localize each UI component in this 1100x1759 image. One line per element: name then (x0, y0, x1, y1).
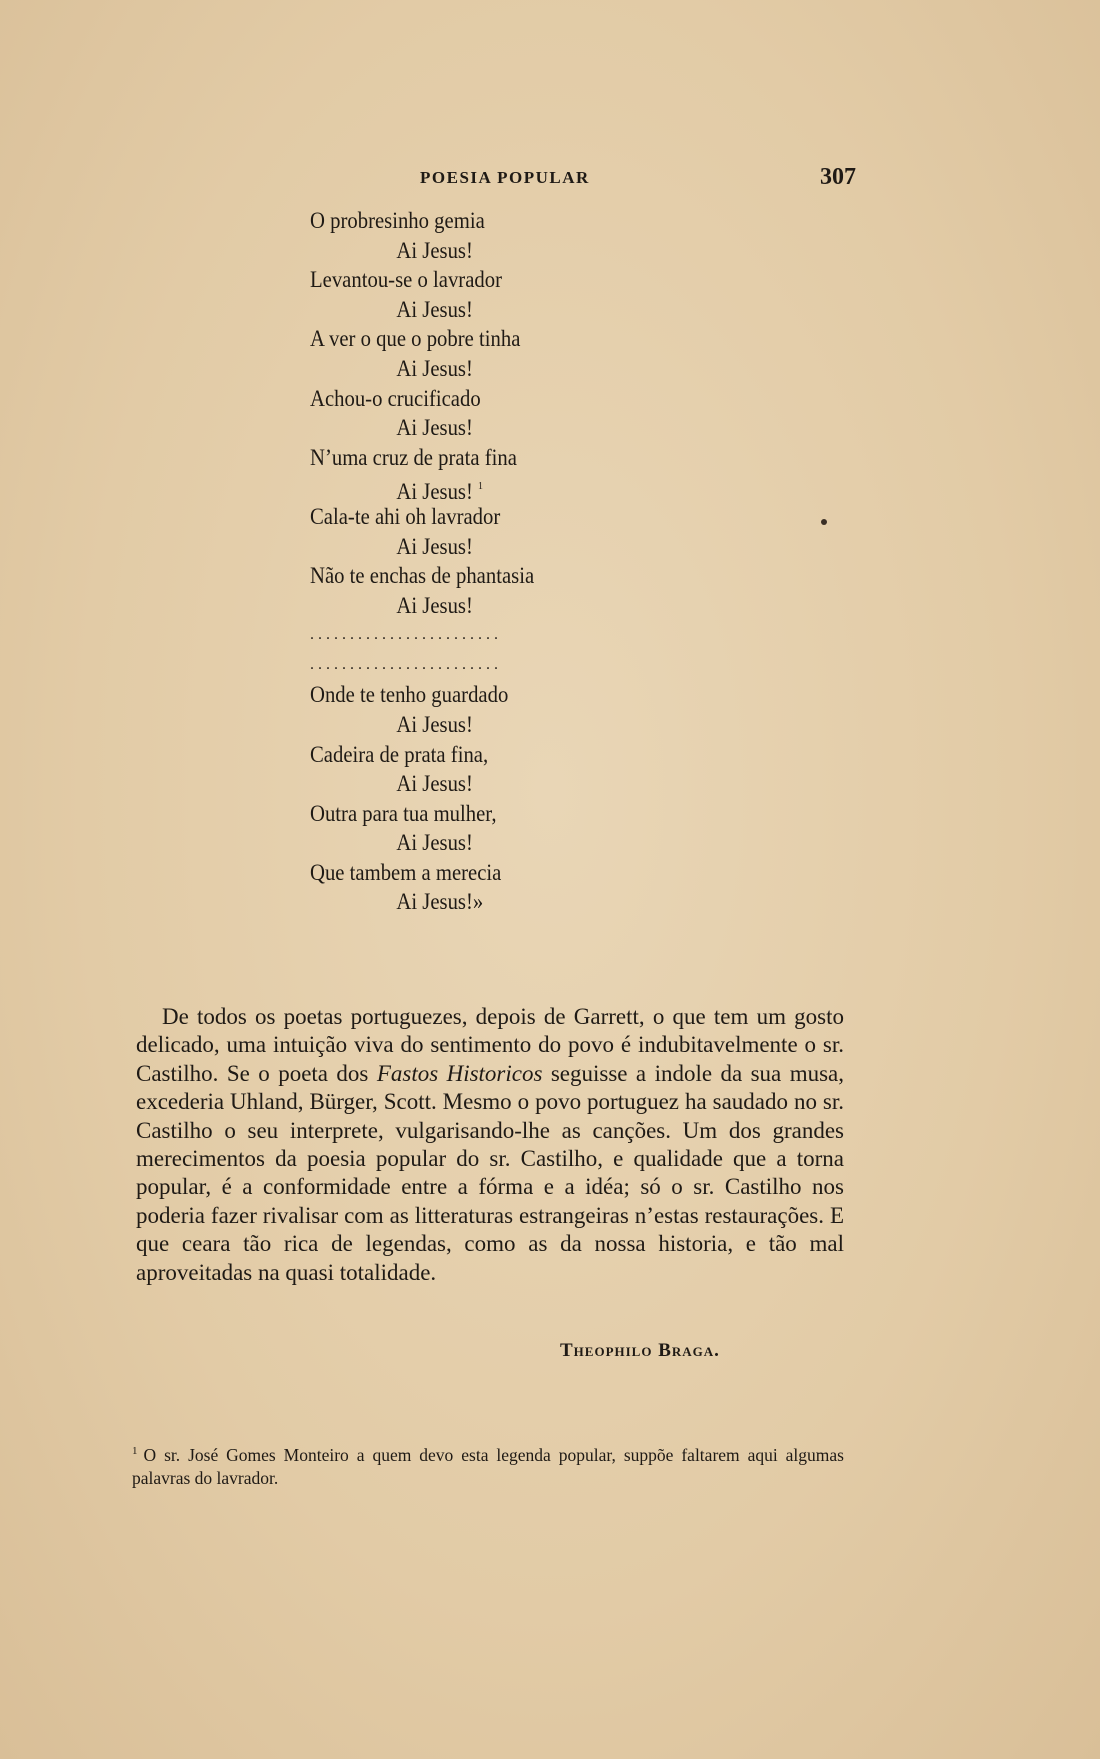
poem-refrain: Ai Jesus! (396, 355, 473, 381)
poem-line: Levantou-se o lavrador (310, 267, 502, 293)
footnote-text: O sr. José Gomes Monteiro a quem devo esta legenda popular, suppõe faltarem aqui algumas palavras do lavrador. (132, 1444, 844, 1488)
poem-refrain-with-footnote (310, 472, 688, 505)
poem-refrain: Ai Jesus! (396, 711, 473, 737)
page-header (420, 164, 856, 194)
poem-refrain: Ai Jesus! (396, 296, 473, 322)
poem-refrain: Ai Jesus! (396, 415, 473, 441)
poem-line: Achou-o crucificado (310, 385, 481, 411)
poem-refrain-text: Ai Jesus! (396, 479, 473, 505)
poem-refrain: Ai Jesus! (396, 533, 473, 559)
ellipsis-row: ........................ (310, 626, 502, 644)
poem-line: Cadeira de prata fina, (310, 741, 489, 767)
poem-line: Outra para tua mulher, (310, 800, 497, 826)
book-title: Fastos Historicos (376, 1060, 543, 1086)
poem-refrain: Ai Jesus! (396, 237, 473, 263)
poem-line: Cala-te ahi oh lavrador (310, 503, 501, 529)
poem (310, 206, 730, 917)
ink-speck (821, 519, 827, 525)
poem-line: O probresinho gemia (310, 208, 485, 233)
poem-line: N’uma cruz de prata fina (310, 444, 517, 470)
page-number: 307 (820, 164, 856, 190)
poem-refrain: Ai Jesus! (396, 830, 473, 856)
poem-refrain: Ai Jesus! (396, 592, 473, 618)
commentary-paragraph (136, 1003, 844, 1287)
poem-line: Onde te tenho guardado (310, 682, 509, 708)
footnote-marker[interactable]: 1 (478, 480, 484, 493)
poem-refrain: Ai Jesus!» (396, 889, 484, 915)
poem-line: Que tambem a merecia (310, 859, 502, 885)
poem-refrain: Ai Jesus! (396, 771, 473, 797)
ellipsis-row: ........................ (310, 656, 502, 674)
footnote (132, 1440, 844, 1490)
paragraph-text: seguisse a indole da sua musa, excederia Uhland, Bürger, Scott. Mesmo o povo portuguez ha saudado no sr. Castilho o seu interprete, vulgarisando-lhe as canções. Um dos grandes merecimentos da poesia popular do sr. Castilho, e qualidade que a torna popular, é a conformidade entre a fórma e a idéa; só o sr. Castilho nos poderia fazer rivalisar com as litteraturas estrangeiras n’estas restaurações. E que ceara tão rica de legendas, como as da nossa historia, e tão mal aproveitadas na quasi totalidade. (136, 1060, 844, 1285)
author-signature: Theophilo Braga. (560, 1340, 720, 1361)
running-title: POESIA POPULAR (420, 168, 590, 187)
poem-line: Não te enchas de phantasia (310, 563, 535, 589)
footnote-number: 1 (132, 1444, 138, 1457)
poem-line: A ver o que o pobre tinha (310, 326, 521, 352)
paragraph-text: De todos os poetas portuguezes, depois de Garrett, o que tem um gosto delicado, uma intuição viva do sentimento do povo é indubitavelmente o sr. Castilho. Se o poeta dos (136, 1004, 844, 1086)
